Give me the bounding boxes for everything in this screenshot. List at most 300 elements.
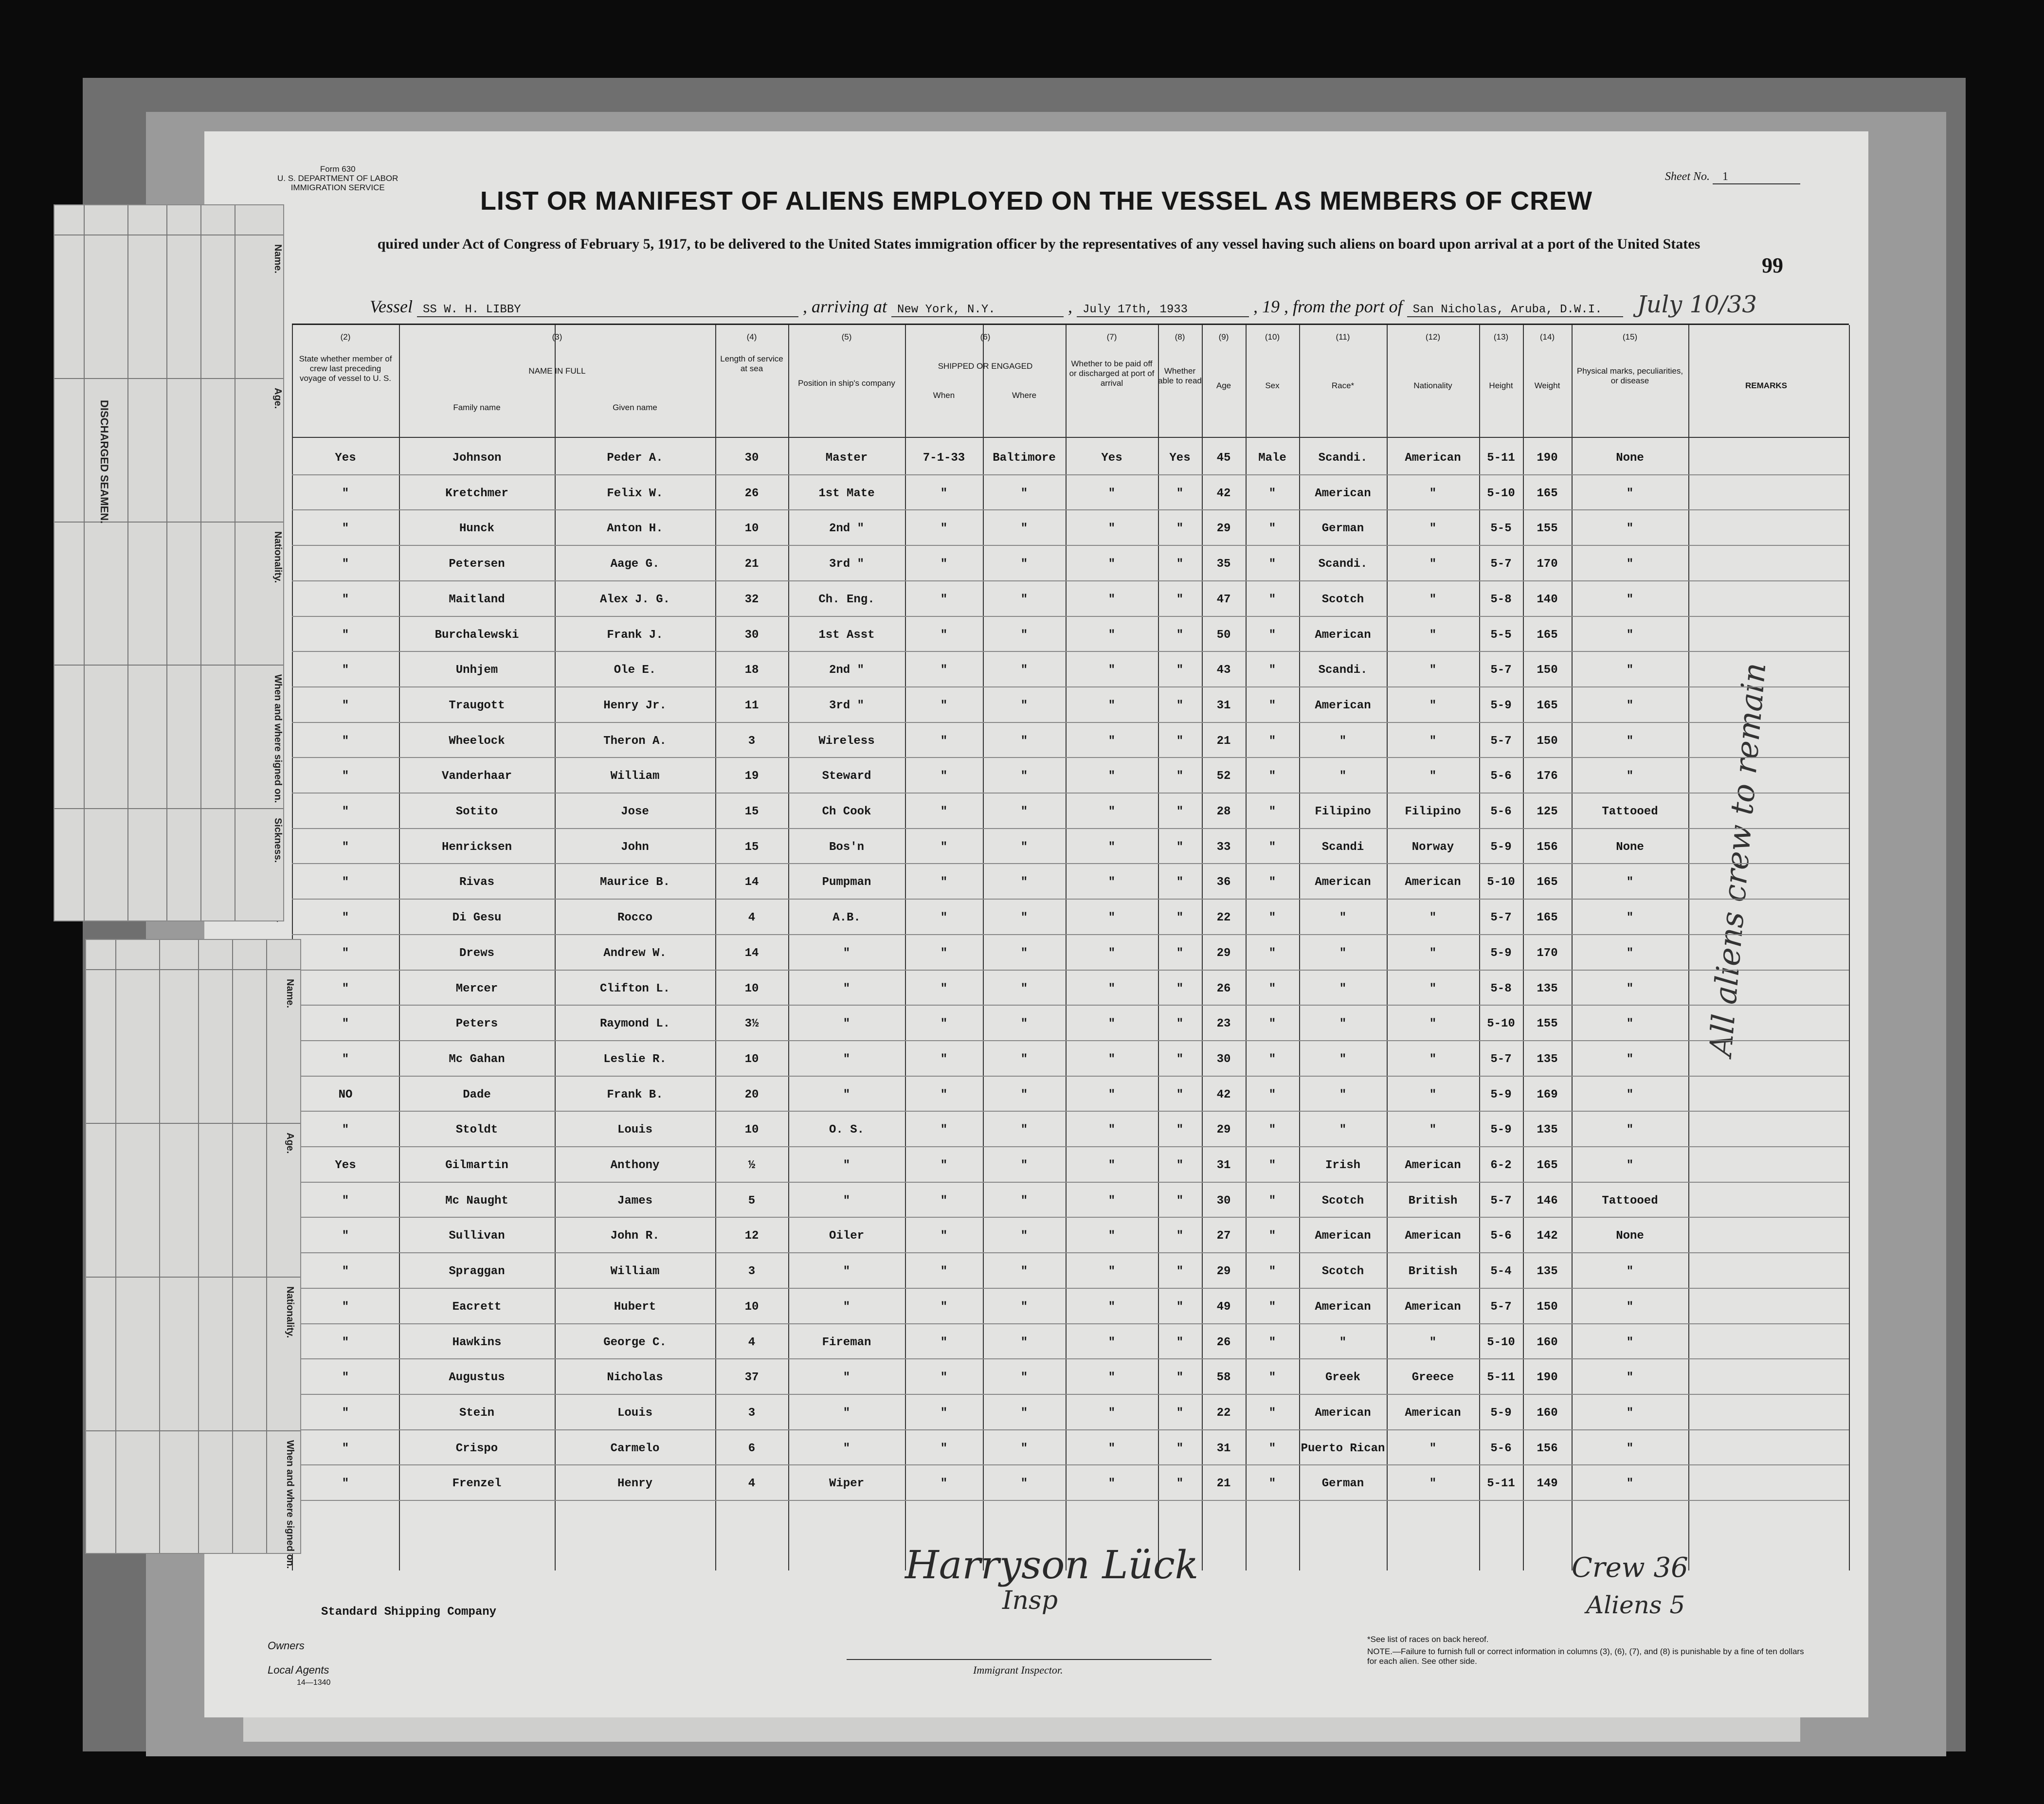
cell-nat: " [1429,1052,1437,1066]
cell-where: " [1020,1406,1028,1420]
cell-where: " [1020,1123,1028,1137]
cell-family: Sullivan [449,1229,505,1243]
cell-prev: " [342,1052,349,1066]
cell-given: Henry Jr. [603,699,667,712]
cell-age: 29 [1216,1265,1231,1279]
cell-nat: Filipino [1405,805,1461,818]
slip-label: Nationality. [272,531,283,583]
cell-position: 2nd " [829,522,864,536]
cell-when: " [940,558,948,571]
cell-family: Wheelock [449,734,505,748]
cell-position: " [843,1265,850,1279]
cell-height: 5-7 [1490,664,1512,677]
cell-height: 5-5 [1490,522,1512,536]
table-row-rule [292,1146,1849,1147]
cell-where: " [1020,876,1028,889]
cell-weight: 165 [1537,628,1558,642]
page-number: 99 [1762,253,1783,277]
cell-paid: Yes [1101,451,1122,465]
departure-port: San Nicholas, Aruba, D.W.I. [1407,303,1623,317]
col10-number: (10) [1265,332,1280,342]
cell-marks: " [1626,487,1634,500]
document-subtitle: quired under Act of Congress of February 5, 1917, to be delivered to the United States immigration officer by the representatives of any vessel having such aliens on board upon arrival at a port of the United States [377,236,1700,252]
aliens-count: Aliens 5 [1586,1591,1685,1619]
col3-header: NAME IN FULL [528,366,586,376]
cell-race: " [1339,946,1347,960]
cell-weight: 190 [1537,1371,1558,1385]
cell-read: " [1176,911,1184,925]
cell-where: " [1020,593,1028,606]
cell-sex: " [1268,1194,1276,1208]
cell-when: " [940,1088,948,1101]
cell-nat: British [1408,1194,1458,1208]
cell-race: American [1315,1300,1371,1314]
cell-service: 19 [744,770,759,783]
table-column-rule [905,325,906,1570]
cell-nat: " [1429,558,1437,571]
cell-marks: " [1626,699,1634,712]
cell-read: " [1176,1406,1184,1420]
cell-sex: " [1268,1017,1276,1031]
cell-read: " [1176,734,1184,748]
table-row-rule [292,757,1849,758]
cell-when: " [940,664,948,677]
cell-read: " [1176,982,1184,995]
cell-paid: " [1108,1123,1116,1137]
cell-race: " [1339,1017,1347,1031]
cell-nat: " [1429,911,1437,925]
cell-marks: " [1626,911,1634,925]
slip-row-rule [86,1277,300,1278]
cell-age: 47 [1216,593,1231,606]
cell-marks: " [1626,628,1634,642]
col11-header: Race* [1331,381,1355,390]
cell-paid: " [1108,911,1116,925]
cell-read: " [1176,628,1184,642]
cell-prev: " [342,522,349,536]
cell-age: 21 [1216,734,1231,748]
cell-paid: " [1108,664,1116,677]
manifest-sheet [204,131,1868,1717]
cell-marks: " [1626,1300,1634,1314]
cell-paid: " [1108,487,1116,500]
col6-where-header: Where [1012,391,1037,400]
cell-where: Baltimore [993,451,1056,465]
cell-sex: " [1268,1442,1276,1455]
cell-race: Scandi. [1318,664,1368,677]
cell-height: 5-9 [1490,1088,1512,1101]
cell-paid: " [1108,1477,1116,1491]
cell-position: " [843,1159,850,1172]
cell-age: 21 [1216,1477,1231,1491]
cell-weight: 140 [1537,593,1558,606]
company-name: Standard Shipping Company [321,1606,497,1619]
table-column-rule [399,325,400,1570]
slip-rule [84,205,85,920]
cell-marks: " [1626,982,1634,995]
col13-number: (13) [1493,332,1509,342]
cell-age: 22 [1216,911,1231,925]
col13-header: Height [1489,381,1513,390]
cell-position: 1st Asst [818,628,875,642]
cell-weight: 165 [1537,699,1558,712]
cell-given: Aage G. [610,558,660,571]
cell-family: Hunck [459,522,494,536]
cell-age: 42 [1216,487,1231,500]
cell-when: " [940,982,948,995]
cell-height: 5-5 [1490,628,1512,642]
cell-given: Felix W. [607,487,663,500]
cell-weight: 146 [1537,1194,1558,1208]
inspector-label: Immigrant Inspector. [973,1664,1063,1676]
col12-number: (12) [1425,332,1441,342]
cell-marks: None [1616,451,1644,465]
cell-family: Vanderhaar [441,770,512,783]
cell-position: Steward [822,770,871,783]
cell-family: Eacrett [452,1300,502,1314]
handwritten-date: July 10/33 [1637,291,1757,318]
cell-race: American [1315,1229,1371,1243]
cell-age: 29 [1216,946,1231,960]
cell-height: 5-10 [1487,876,1515,889]
col2-header: State whether member of crew last preceding voyage of vessel to U. S. [299,354,392,383]
cell-where: " [1020,487,1028,500]
cell-sex: " [1268,1265,1276,1279]
cell-age: 30 [1216,1194,1231,1208]
cell-race: Scandi. [1318,558,1368,571]
cell-service: 18 [744,664,759,677]
cell-read: " [1176,1052,1184,1066]
cell-prev: " [342,558,349,571]
cell-service: 30 [744,628,759,642]
cell-paid: " [1108,1406,1116,1420]
cell-where: " [1020,805,1028,818]
cell-prev: " [342,805,349,818]
cell-service: 10 [744,1300,759,1314]
cell-marks: " [1626,1477,1634,1491]
col5-header: Position in ship's company [798,379,895,388]
cell-prev: " [342,487,349,500]
cell-read: " [1176,840,1184,854]
cell-height: 5-11 [1487,451,1515,465]
col15-number: (15) [1622,332,1638,342]
cell-nat: " [1429,1477,1437,1491]
cell-given: Anthony [610,1159,660,1172]
cell-read: " [1176,1159,1184,1172]
cell-position: Bos'n [829,840,864,854]
cell-when: " [940,840,948,854]
table-row-rule [292,934,1849,935]
cell-marks: " [1626,734,1634,748]
cell-race: " [1339,911,1347,925]
cell-when: " [940,911,948,925]
cell-marks: " [1626,1052,1634,1066]
cell-given: Hubert [614,1300,656,1314]
cell-given: John [621,840,649,854]
cell-race: " [1339,1052,1347,1066]
cell-height: 5-9 [1490,840,1512,854]
cell-prev: " [342,1229,349,1243]
cell-family: Spraggan [449,1265,505,1279]
col7-header: Whether to be paid off or discharged at port of arrival [1069,359,1155,388]
cell-read: " [1176,664,1184,677]
cell-given: Anton H. [607,522,663,536]
cell-marks: None [1616,840,1644,854]
cell-sex: " [1268,805,1276,818]
cell-when: " [940,1229,948,1243]
cell-race: American [1315,699,1371,712]
cell-read: " [1176,558,1184,571]
cell-race: Filipino [1315,805,1371,818]
cell-where: " [1020,982,1028,995]
col6-when-header: When [933,391,955,400]
slip-row-rule [86,969,300,970]
sheet-number-value: 1 [1713,170,1800,184]
cell-given: Frank B. [607,1088,663,1101]
cell-marks: " [1626,1406,1634,1420]
slip-rule [115,940,116,1553]
cell-when: " [940,1265,948,1279]
cell-age: 45 [1216,451,1231,465]
cell-age: 36 [1216,876,1231,889]
cell-family: Kretchmer [445,487,508,500]
cell-given: Carmelo [610,1442,660,1455]
cell-prev: " [342,699,349,712]
cell-read: " [1176,876,1184,889]
cell-paid: " [1108,1194,1116,1208]
col10-header: Sex [1265,381,1280,390]
cell-nat: " [1429,770,1437,783]
col6-number: (6) [980,332,991,342]
cell-weight: 160 [1537,1406,1558,1420]
table-column-rule [555,325,556,1570]
table-row-rule [292,1076,1849,1077]
cell-age: 27 [1216,1229,1231,1243]
remarks-header: REMARKS [1745,381,1787,390]
cell-height: 6-2 [1490,1159,1512,1172]
table-row-rule [292,828,1849,829]
cell-age: 33 [1216,840,1231,854]
cell-position: " [843,982,850,995]
cell-weight: 165 [1537,487,1558,500]
cell-marks: " [1626,1335,1634,1349]
cell-service: 10 [744,1052,759,1066]
cell-where: " [1020,664,1028,677]
cell-paid: " [1108,840,1116,854]
cell-weight: 165 [1537,876,1558,889]
cell-read: " [1176,1371,1184,1385]
cell-position: Oiler [829,1229,864,1243]
cell-when: " [940,876,948,889]
cell-service: 14 [744,876,759,889]
cell-weight: 169 [1537,1088,1558,1101]
cell-sex: " [1268,734,1276,748]
cell-family: Traugott [449,699,505,712]
cell-paid: " [1108,805,1116,818]
cell-position: " [843,1194,850,1208]
cell-family: Unhjem [455,664,498,677]
slip-row-rule [86,1123,300,1124]
slip-rule [266,940,267,1553]
cell-marks: " [1626,1017,1634,1031]
cell-race: Puerto Rican [1301,1442,1385,1455]
cell-prev: " [342,1300,349,1314]
cell-sex: " [1268,522,1276,536]
cell-prev: " [342,911,349,925]
sheet-number-label: Sheet No. [1665,170,1710,183]
cell-sex: " [1268,664,1276,677]
cell-family: Gilmartin [445,1159,508,1172]
cell-race: American [1315,487,1371,500]
cell-prev: " [342,593,349,606]
cell-prev: Yes [335,451,356,465]
table-row-rule [292,899,1849,900]
cell-paid: " [1108,1052,1116,1066]
cell-age: 30 [1216,1052,1231,1066]
penalty-note: NOTE.—Failure to furnish full or correct information in columns (3), (6), (7), and (8) is punishable by a fine of ten dollars for each alien. See other side. [1367,1647,1804,1666]
cell-where: " [1020,558,1028,571]
cell-position: Fireman [822,1335,871,1349]
cell-race: " [1339,1335,1347,1349]
cell-when: " [940,1194,948,1208]
cell-nat: " [1429,1335,1437,1349]
cell-height: 5-11 [1487,1371,1515,1385]
inspector-title: Insp [1002,1586,1058,1615]
cell-position: " [843,1017,850,1031]
cell-service: 26 [744,487,759,500]
cell-paid: " [1108,1335,1116,1349]
col3-given-header: Given name [613,403,657,412]
col4-header: Length of service at sea [720,354,783,373]
cell-paid: " [1108,1229,1116,1243]
cell-given: Ole E. [614,664,656,677]
cell-sex: " [1268,1052,1276,1066]
cell-read: " [1176,1265,1184,1279]
cell-when: " [940,1442,948,1455]
cell-given: Louis [617,1123,652,1137]
cell-height: 5-11 [1487,1477,1515,1491]
slip-rule [127,205,128,920]
sheet-number [1665,170,1800,184]
cell-marks: " [1626,522,1634,536]
cell-nat: " [1429,593,1437,606]
cell-sex: " [1268,628,1276,642]
cell-prev: " [342,1123,349,1137]
cell-position: " [843,1371,850,1385]
cell-prev: " [342,840,349,854]
cell-position: Pumpman [822,876,871,889]
cell-age: 49 [1216,1300,1231,1314]
cell-given: Theron A. [603,734,667,748]
slip-rule [232,940,233,1553]
cell-height: 5-9 [1490,946,1512,960]
arriving-label: , arriving at [802,297,887,316]
cell-family: Augustus [449,1371,505,1385]
table-row-rule [292,1217,1849,1218]
col3-number: (3) [552,332,562,342]
cell-read: " [1176,1123,1184,1137]
cell-service: 15 [744,805,759,818]
cell-weight: 142 [1537,1229,1558,1243]
cell-race: " [1339,1123,1347,1137]
table-row-rule [292,1323,1849,1324]
cell-family: Rivas [459,876,494,889]
cell-age: 29 [1216,522,1231,536]
cell-when: " [940,593,948,606]
cell-height: 5-7 [1490,911,1512,925]
cell-when: " [940,699,948,712]
cell-prev: Yes [335,1159,356,1172]
cell-nat: " [1429,522,1437,536]
cell-service: 10 [744,522,759,536]
table-column-rule [1479,325,1480,1570]
slip-row-rule [54,665,283,666]
cell-service: 3 [748,1406,756,1420]
cell-height: 5-6 [1490,1229,1512,1243]
cell-position: Ch. Eng. [818,593,875,606]
cell-service: 10 [744,982,759,995]
arrival-port: New York, N.Y. [891,303,1064,317]
cell-where: " [1020,911,1028,925]
cell-where: " [1020,770,1028,783]
slip-label: Age. [272,387,283,409]
cell-weight: 150 [1537,1300,1558,1314]
slip-row-rule [54,808,283,809]
cell-prev: " [342,628,349,642]
table-column-rule [983,325,984,1570]
table-column-rule [1572,325,1573,1570]
cell-marks: Tattooed [1602,1194,1658,1208]
table-row-rule [292,970,1849,971]
owners-label: Owners [268,1640,305,1652]
cell-paid: " [1108,699,1116,712]
col9-header: Age [1216,381,1231,390]
cell-age: 29 [1216,1123,1231,1137]
cell-age: 26 [1216,982,1231,995]
cell-height: 5-7 [1490,734,1512,748]
cell-prev: " [342,1265,349,1279]
cell-sex: " [1268,770,1276,783]
slip-rule [159,940,160,1553]
cell-read: " [1176,946,1184,960]
cell-race: German [1321,522,1364,536]
cell-weight: 155 [1537,1017,1558,1031]
cell-given: Nicholas [607,1371,663,1385]
inspector-signature: Harryson Lück [905,1542,1199,1588]
table-row-rule [292,1429,1849,1430]
cell-service: 3 [748,1265,756,1279]
cell-sex: " [1268,1300,1276,1314]
cell-nat: American [1405,1300,1461,1314]
cell-nat: American [1405,1159,1461,1172]
form-number: Form 630 [320,164,356,174]
cell-sex: " [1268,876,1276,889]
cell-race: Scandi. [1318,451,1368,465]
cell-height: 5-10 [1487,1335,1515,1349]
cell-where: " [1020,1265,1028,1279]
cell-nat: " [1429,734,1437,748]
cell-race: " [1339,770,1347,783]
cell-read: " [1176,1194,1184,1208]
cell-given: George C. [603,1335,667,1349]
cell-nat: American [1405,876,1461,889]
cell-weight: 135 [1537,982,1558,995]
cell-weight: 160 [1537,1335,1558,1349]
table-row-rule [292,509,1849,510]
cell-age: 22 [1216,1406,1231,1420]
cell-service: 4 [748,1477,756,1491]
cell-height: 5-6 [1490,1442,1512,1455]
